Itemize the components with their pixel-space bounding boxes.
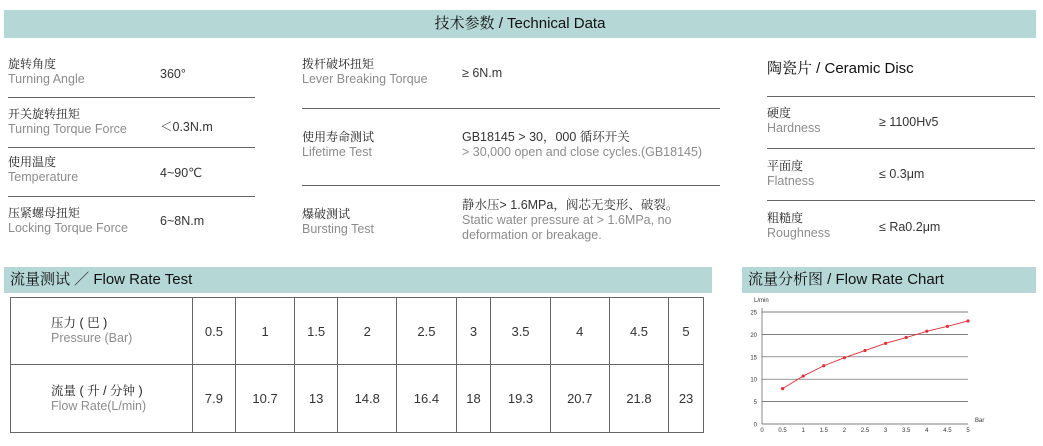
table-cell: 5 [669, 298, 704, 365]
spec-value-en: Static water pressure at > 1.6MPa, no deformation or breakage. [462, 213, 672, 242]
technical-data-header [4, 10, 1036, 38]
table-cell: 16.4 [397, 365, 456, 433]
data-point [863, 349, 866, 352]
x-tick-label: 5 [966, 428, 970, 434]
table-row-flow [11, 365, 704, 433]
spec-label-cn: 粗糙度 [767, 211, 804, 225]
spec-label-en: Temperature [8, 170, 79, 184]
table-cell: 4.5 [609, 298, 668, 365]
data-point [966, 319, 969, 322]
table-cell: 3 [456, 298, 491, 365]
data-point [781, 387, 784, 390]
spec-value: ≤ 0.3μm [879, 167, 925, 181]
y-tick-label: 25 [750, 310, 757, 317]
table-cell: 20.7 [550, 365, 609, 433]
table-cell: 2.5 [397, 298, 456, 365]
flow-rate-chart [738, 296, 988, 436]
data-point [946, 325, 949, 328]
spec-value-cn: GB18145 > 30，000 循环开关 [462, 130, 630, 144]
divider [8, 147, 255, 148]
ceramic-hardness [767, 106, 821, 136]
spec-label-en: Bursting Test [302, 222, 375, 236]
spec-value-en: > 30,000 open and close cycles.(GB18145) [462, 145, 703, 159]
table-cell: 2 [338, 298, 397, 365]
table-cell: 14.8 [338, 365, 397, 433]
spec-value: ≥ 1100Hv5 [879, 115, 939, 129]
pressure-label-cn: 压力 ( 巴 ) [51, 316, 108, 330]
table-cell: 1.5 [295, 298, 338, 365]
x-axis-label: Bar [975, 418, 985, 424]
spec-temperature [8, 155, 78, 185]
spec-label-en: Turning Torque Force [8, 122, 127, 136]
table-row-pressure [11, 298, 704, 365]
spec-value: 360° [160, 67, 186, 81]
spec-label-en: Lifetime Test [302, 145, 372, 159]
ceramic-roughness [767, 211, 830, 241]
series-line [783, 321, 968, 389]
x-tick-label: 0 [760, 428, 764, 434]
y-tick-label: 15 [750, 355, 757, 362]
x-tick-label: 1.5 [819, 428, 828, 434]
spec-label-cn: 平面度 [767, 159, 804, 173]
flow-rate-test-title: 流量测试 ／ Flow Rate Test [10, 271, 193, 288]
data-point [822, 364, 825, 367]
y-tick-label: 5 [753, 400, 757, 407]
y-tick-label: 0 [753, 422, 757, 429]
spec-label-en: Locking Torque Force [8, 221, 128, 235]
spec-label-cn: 压紧螺母扭矩 [8, 206, 81, 220]
divider [767, 148, 1035, 149]
spec-lifetime-test [302, 130, 374, 160]
x-tick-label: 2 [842, 428, 847, 434]
spec-label-cn: 开关旋转扭矩 [8, 107, 81, 121]
spec-label-en: Roughness [767, 226, 831, 240]
table-cell: 3.5 [491, 298, 550, 365]
pressure-label-en: Pressure (Bar) [51, 331, 133, 345]
divider [767, 96, 1035, 97]
spec-turning-angle [8, 57, 85, 87]
x-tick-label: 1 [801, 428, 805, 434]
spec-label-cn: 拨杆破坏扭矩 [302, 57, 375, 71]
ceramic-disc-title: 陶瓷片 / Ceramic Disc [767, 60, 914, 77]
x-tick-label: 0.5 [778, 428, 787, 434]
spec-value: 4~90℃ [160, 166, 203, 180]
spec-turning-torque [8, 107, 127, 137]
spec-label-en: Hardness [767, 121, 821, 135]
spec-label-en: Turning Angle [8, 72, 85, 86]
divider [767, 200, 1035, 201]
spec-label-cn: 爆破测试 [302, 207, 351, 221]
y-axis-label: L/min [754, 298, 769, 304]
divider [8, 97, 255, 98]
y-tick-label: 20 [750, 332, 757, 339]
spec-lever-breaking-torque [302, 57, 428, 87]
x-tick-label: 2.5 [860, 428, 870, 434]
divider [302, 185, 720, 186]
spec-label-cn: 使用温度 [8, 155, 57, 169]
table-cell: 18 [456, 365, 491, 433]
spec-bursting-test [302, 207, 374, 237]
data-point [905, 336, 908, 339]
data-point [884, 342, 887, 345]
flow-rate-chart-header [742, 267, 1036, 293]
table-cell: 21.8 [609, 365, 668, 433]
x-tick-label: 3 [883, 428, 888, 434]
data-point [843, 356, 846, 359]
spec-value: 6~8N.m [160, 214, 205, 228]
table-cell: 1 [235, 298, 294, 365]
table-cell: 4 [550, 298, 609, 365]
table-cell: 13 [295, 365, 338, 433]
spec-label-cn: 硬度 [767, 106, 792, 120]
spec-bursting-value [462, 198, 712, 243]
spec-value: ≥ 6N.m [462, 66, 503, 80]
flow-rate-table [10, 297, 704, 433]
spec-value-cn: 静水压> 1.6MPa，阀芯无变形、破裂。 [462, 198, 679, 212]
data-point [925, 330, 928, 333]
table-cell: 23 [669, 365, 704, 433]
divider [302, 108, 720, 109]
spec-label-cn: 使用寿命测试 [302, 130, 375, 144]
data-point [802, 374, 805, 377]
spec-value: ＜0.3N.m [160, 120, 213, 134]
spec-label-en: Lever Breaking Torque [302, 72, 428, 86]
divider [8, 196, 255, 197]
x-tick-label: 4.5 [943, 428, 952, 434]
table-cell: 0.5 [193, 298, 236, 365]
row-header-flow [11, 365, 193, 433]
spec-lifetime-value [462, 130, 702, 160]
header-title: 技术参数 / Technical Data [434, 15, 606, 32]
x-tick-label: 3.5 [902, 428, 911, 434]
y-tick-label: 10 [750, 377, 757, 384]
x-tick-label: 4 [925, 428, 929, 434]
ceramic-flatness [767, 159, 814, 189]
table-cell: 7.9 [193, 365, 236, 433]
flow-rate-test-header [4, 267, 712, 293]
spec-locking-torque [8, 206, 128, 236]
spec-label-cn: 旋转角度 [8, 57, 57, 71]
table-cell: 10.7 [235, 365, 294, 433]
flow-label-cn: 流量 ( 升 / 分钟 ) [51, 383, 143, 398]
flow-rate-chart-title: 流量分析图 / Flow Rate Chart [748, 271, 944, 288]
flow-label-en: Flow Rate(L/min) [51, 398, 147, 413]
row-header-pressure [11, 298, 193, 365]
table-cell: 19.3 [491, 365, 550, 433]
spec-value: ≤ Ra0.2μm [879, 220, 941, 234]
spec-label-en: Flatness [767, 174, 815, 188]
